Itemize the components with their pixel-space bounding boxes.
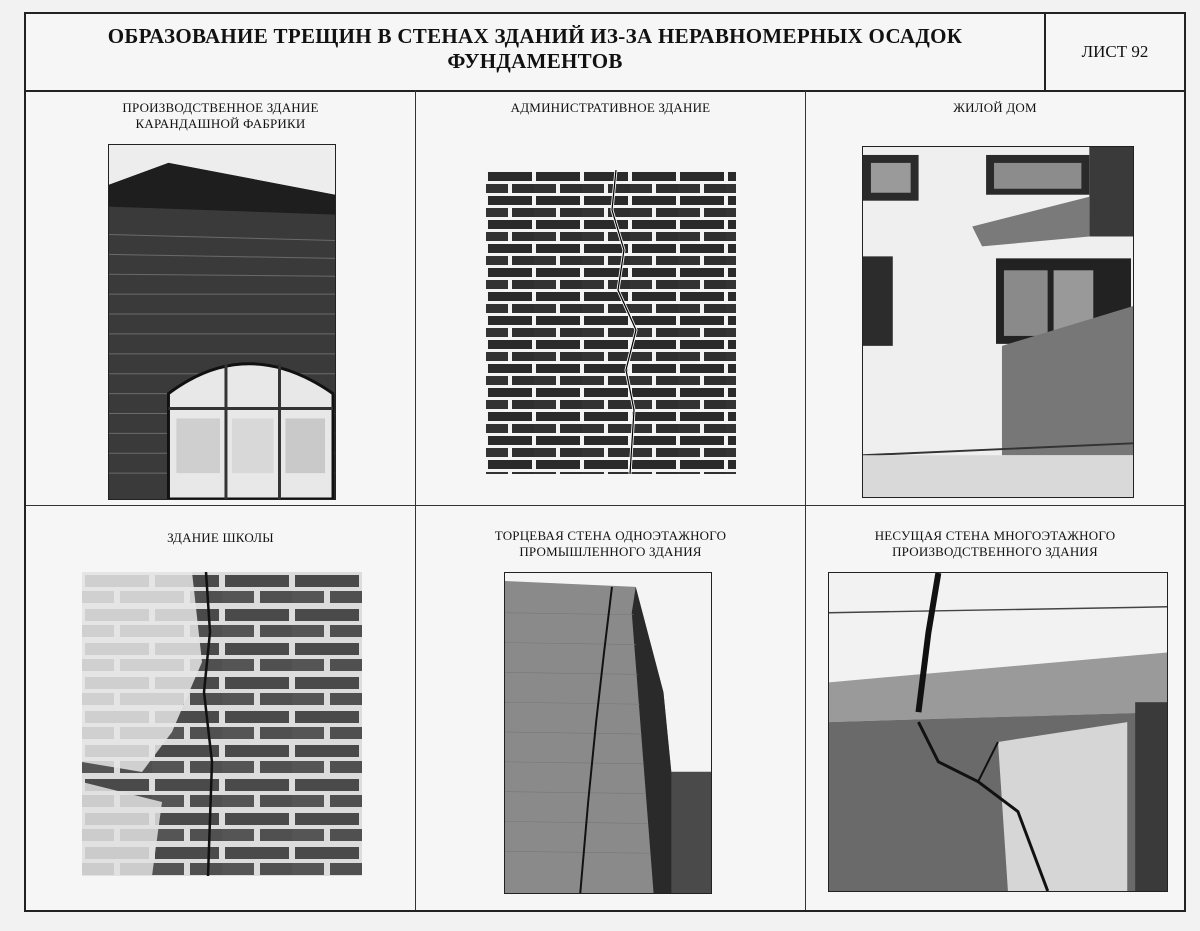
- panel-caption: НЕСУЩАЯ СТЕНА МНОГОЭТАЖНОГО ПРОИЗВОДСТВЕННОГО ЗДАНИЯ: [874, 528, 1116, 559]
- title-line-2: ФУНДАМЕНТОВ: [447, 49, 623, 73]
- panel-school: [26, 506, 416, 910]
- panel-caption: ЖИЛОЙ ДОМ: [953, 100, 1037, 115]
- photo-administrative: [486, 170, 736, 474]
- document-sheet: [24, 12, 1186, 912]
- photo-school: [82, 572, 362, 876]
- panel-multistorey-bearing-wall: [806, 506, 1184, 910]
- photo-multistorey-bearing-wall: [828, 572, 1168, 892]
- photo-residential: [862, 146, 1134, 498]
- sheet-number: ЛИСТ 92: [1044, 14, 1184, 90]
- panel-residential: [806, 90, 1184, 506]
- panel-administrative: [416, 90, 806, 506]
- panel-caption: ТОРЦЕВАЯ СТЕНА ОДНОЭТАЖНОГО ПРОМЫШЛЕННОГО ЗДАНИЯ: [494, 528, 727, 559]
- panel-caption: ПРОИЗВОДСТВЕННОЕ ЗДАНИЕ КАРАНДАШНОЙ ФАБРИКИ: [122, 100, 319, 131]
- photo-pencil-factory: [108, 144, 336, 500]
- panel-caption: АДМИНИСТРАТИВНОЕ ЗДАНИЕ: [510, 100, 711, 115]
- title-line-1: ОБРАЗОВАНИЕ ТРЕЩИН В СТЕНАХ ЗДАНИЙ ИЗ-ЗА НЕРАВНОМЕРНЫХ ОСАДОК: [107, 24, 963, 48]
- panel-caption: ЗДАНИЕ ШКОЛЫ: [167, 530, 274, 545]
- photo-industrial-end-wall: [504, 572, 712, 894]
- panel-pencil-factory: [26, 90, 416, 506]
- panel-industrial-end-wall: [416, 506, 806, 910]
- sheet-title: [26, 24, 1044, 74]
- sheet-header: [26, 14, 1184, 92]
- photo-grid: [26, 90, 1184, 910]
